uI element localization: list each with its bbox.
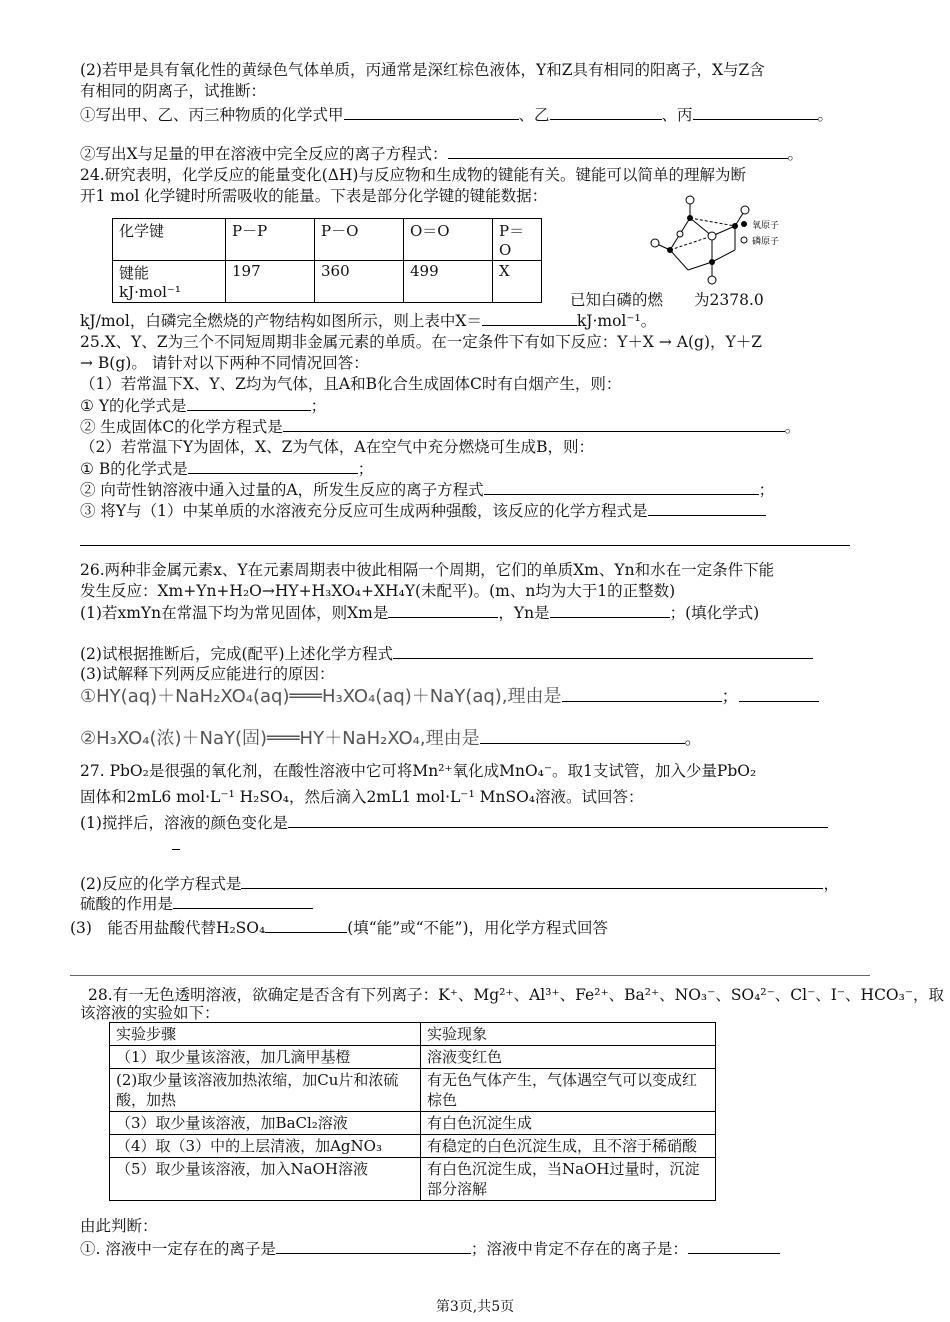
q25-line7-text: ① B的化学式是 bbox=[80, 460, 188, 478]
q25-line8-text: ② 向苛性钠溶液中通入过量的A，所发生反应的离子方程式 bbox=[80, 481, 484, 499]
answer-blank-absent-ions[interactable] bbox=[688, 1238, 780, 1254]
q26-line4-text: (2)试根据推断后，完成(配平)上述化学方程式 bbox=[80, 645, 394, 663]
legend-phosphorus-icon bbox=[741, 237, 747, 243]
phosphorus-atom bbox=[709, 259, 715, 265]
q27-line6-b: (填“能”或“不能”)，用化学方程式回答 bbox=[347, 919, 609, 937]
q23-line1: (2)若甲是具有氧化性的黄绿色气体单质，丙通常是深红棕色液体，Y和Z具有相同的阳离子，X与Z含 bbox=[80, 61, 765, 79]
table-header: P＝O bbox=[493, 219, 542, 261]
q25-line3: （1）若常温下X、Y、Z均为气体，且A和B化合生成固体C时有白烟产生，则： bbox=[80, 375, 622, 393]
table-cell: 197 bbox=[226, 261, 315, 303]
q23-line4 bbox=[80, 143, 803, 164]
answer-blank-present-ions[interactable] bbox=[276, 1238, 471, 1254]
q26-line7-b: 。 bbox=[684, 729, 702, 749]
q27-line4 bbox=[80, 873, 839, 894]
q27-line6-a: (3) 能否用盐酸代替H₂SO₄ bbox=[70, 919, 266, 937]
table-cell: （4）取（3）中的上层清液，加AgNO₃ bbox=[110, 1135, 421, 1158]
answer-blank-strong-acid-equation[interactable] bbox=[648, 500, 766, 516]
answer-blank-xm[interactable] bbox=[388, 602, 498, 618]
q25-line8 bbox=[80, 479, 774, 500]
table-cell: (2)取少量该溶液加热浓缩，加Cu片和浓硫酸，加热 bbox=[110, 1069, 421, 1112]
q25-line9-text: ③ 将Y与（1）中某单质的水溶液充分反应可生成两种强酸，该反应的化学方程式是 bbox=[80, 502, 648, 520]
q26-line3 bbox=[80, 602, 759, 623]
oxygen-atom bbox=[708, 232, 716, 240]
q26-line3-a: (1)若xmYn在常温下均为常见固体，则Xm是 bbox=[80, 604, 389, 622]
table-cell: （5）取少量该溶液，加入NaOH溶液 bbox=[110, 1158, 421, 1201]
answer-blank-sulfuric-role[interactable] bbox=[173, 893, 313, 909]
q26-line4 bbox=[80, 643, 813, 664]
q27-dash bbox=[172, 834, 180, 855]
table-cell: 499 bbox=[404, 261, 493, 303]
q25-line1: 25.X、Y、Z为三个不同短周期非金属元素的单质。在一定条件下有如下反应：Y＋X → A(g)，Y＋Z bbox=[80, 333, 763, 351]
q26-line3-b: ，Yn是 bbox=[498, 604, 550, 622]
answer-line-hcl-equation[interactable] bbox=[70, 975, 870, 976]
q28-line4-a: ①. 溶液中一定存在的离子是 bbox=[80, 1240, 276, 1258]
q25-line2: → B(g)。 请针对以下两种不同情况回答： bbox=[80, 354, 369, 372]
answer-blank-ionic-equation[interactable] bbox=[448, 143, 788, 159]
q26-line6-b: ； bbox=[721, 687, 739, 707]
q25-line6: （2）若常温下Y为固体，X、Z为气体，A在空气中充分燃烧可生成B，则： bbox=[80, 438, 594, 456]
q23-line4-b: 。 bbox=[787, 145, 804, 163]
row-label-line2: kJ·mol⁻¹ bbox=[119, 283, 181, 301]
answer-blank-yi[interactable] bbox=[550, 104, 662, 120]
answer-blank-jia[interactable] bbox=[344, 104, 519, 120]
answer-blank-balanced-equation[interactable] bbox=[393, 643, 813, 659]
oxygen-atom bbox=[686, 196, 694, 204]
answer-blank-x[interactable] bbox=[482, 310, 577, 326]
q25-line4-end: ； bbox=[310, 397, 327, 415]
q25-continuation-line[interactable] bbox=[80, 530, 850, 551]
row-label bbox=[113, 261, 226, 303]
q24-line3: 已知白磷的燃 为2378.0 bbox=[570, 291, 764, 309]
answer-blank-can-or-cannot[interactable] bbox=[265, 917, 347, 933]
table-cell: X bbox=[493, 261, 542, 303]
q24-line4-a: kJ/mol，白磷完全燃烧的产物结构如图所示，则上表中X＝ bbox=[80, 312, 482, 330]
answer-blank-continuation[interactable] bbox=[80, 530, 850, 546]
q26-line7 bbox=[80, 728, 702, 749]
q28-line4-b: ；溶液中肯定不存在的离子是： bbox=[470, 1240, 688, 1258]
legend-oxygen-icon bbox=[741, 221, 747, 227]
answer-blank-dash bbox=[172, 834, 180, 850]
q27-line6 bbox=[70, 917, 608, 938]
table-cell: （1）取少量该溶液，加几滴甲基橙 bbox=[110, 1046, 421, 1069]
q25-line4-text: ① Y的化学式是 bbox=[80, 397, 187, 415]
answer-blank-b-formula[interactable] bbox=[188, 458, 358, 474]
q25-line5 bbox=[80, 416, 800, 437]
q26-line3-c: ；(填化学式) bbox=[669, 604, 760, 622]
q26-line6-a: ①HY(aq)＋NaH₂XO₄(aq)═══H₃XO₄(aq)＋NaY(aq),理由是 bbox=[80, 686, 562, 707]
answer-blank-yn[interactable] bbox=[550, 602, 670, 618]
table-cell: 有稳定的白色沉淀生成，且不溶于稀硝酸 bbox=[421, 1135, 716, 1158]
table-row bbox=[110, 1046, 716, 1069]
q26-line5: (3)试解释下列两反应能进行的原因： bbox=[80, 665, 335, 683]
q23-line2: 有相同的阴离子，试推断： bbox=[80, 82, 267, 100]
answer-blank-reaction-equation[interactable] bbox=[241, 873, 823, 889]
table-cell: （3）取少量该溶液，加BaCl₂溶液 bbox=[110, 1112, 421, 1135]
q26-line6 bbox=[80, 686, 819, 707]
experiment-table bbox=[109, 1022, 716, 1201]
answer-blank-bing[interactable] bbox=[693, 104, 818, 120]
q26-line7-a: ②H₃XO₄(浓)＋NaY(固)═══HY＋NaH₂XO₄,理由是 bbox=[80, 728, 480, 749]
table-header: 实验步骤 bbox=[110, 1023, 421, 1046]
q24-line4-b: kJ·mol⁻¹。 bbox=[576, 312, 657, 330]
table-cell: 有白色沉淀生成 bbox=[421, 1112, 716, 1135]
answer-blank-reason-1[interactable] bbox=[562, 686, 722, 702]
q23-line3-a: ①写出甲、乙、丙三种物质的化学式甲 bbox=[80, 106, 344, 124]
q27-line4-text: (2)反应的化学方程式是 bbox=[80, 875, 242, 893]
q24-line4 bbox=[80, 310, 656, 331]
q23-line4-a: ②写出X与足量的甲在溶液中完全反应的离子方程式： bbox=[80, 145, 448, 163]
oxygen-atom bbox=[708, 276, 716, 284]
answer-blank-reason-2[interactable] bbox=[480, 728, 685, 744]
q25-line5-text: ② 生成固体C的化学方程式是 bbox=[80, 418, 283, 436]
table-row bbox=[110, 1069, 716, 1112]
bond-energy-table bbox=[112, 218, 542, 303]
phosphorus-atom bbox=[687, 215, 693, 221]
q25-line5-end: 。 bbox=[784, 418, 801, 436]
legend-oxygen-label: 氧原子 bbox=[752, 221, 780, 231]
row-label-line1: 键能 bbox=[119, 264, 150, 282]
table-header: O＝O bbox=[404, 219, 493, 261]
table-row bbox=[110, 1135, 716, 1158]
q28-line3: 由此判断： bbox=[80, 1217, 158, 1235]
page-footer: 第3页,共5页 bbox=[435, 1299, 515, 1315]
answer-blank-naoh-ionic-equation[interactable] bbox=[484, 479, 759, 495]
q26-line1: 26.两种非金属元素x、Y在元素周期表中彼此相隔一个周期，它们的单质Xm、Yn和水在一定条件下能 bbox=[80, 561, 775, 579]
table-cell: 溶液变红色 bbox=[421, 1046, 716, 1069]
q23-line3-c: 、丙 bbox=[661, 106, 693, 124]
q23-line3-d: 。 bbox=[817, 106, 834, 124]
q28-line4 bbox=[80, 1238, 780, 1259]
answer-blank-reason-1-cont[interactable] bbox=[739, 686, 819, 702]
answer-blank-y-formula[interactable] bbox=[187, 395, 311, 411]
q25-line4 bbox=[80, 395, 326, 416]
table-cell: 有无色气体产生，气体遇空气可以变成红棕色 bbox=[421, 1069, 716, 1112]
q27-line5 bbox=[80, 893, 313, 914]
q27-line4-end: ， bbox=[823, 875, 839, 893]
table-header: 实验现象 bbox=[421, 1023, 716, 1046]
q25-line7-end: ； bbox=[357, 460, 374, 478]
oxygen-atom bbox=[741, 206, 749, 214]
table-row bbox=[110, 1112, 716, 1135]
q27-line5-text: 硫酸的作用是 bbox=[80, 895, 174, 913]
q25-line9 bbox=[80, 500, 766, 521]
q25-line8-end: ； bbox=[758, 481, 775, 499]
q23-line3-b: 、乙 bbox=[518, 106, 550, 124]
q27-line3 bbox=[80, 812, 828, 833]
q25-line7 bbox=[80, 458, 373, 479]
oxygen-atom bbox=[677, 231, 683, 237]
q24-line1: 24.研究表明，化学反应的能量变化(ΔH)与反应物和生成物的键能有关。键能可以简单的理解为断 bbox=[80, 166, 746, 184]
q23-line3 bbox=[80, 104, 833, 125]
legend-phosphorus-label: 磷原子 bbox=[752, 237, 780, 247]
phosphorus-atom bbox=[667, 247, 673, 253]
q24-line2: 开1 mol 化学键时所需吸收的能量。下表是部分化学键的键能数据： bbox=[80, 187, 548, 205]
phosphorus-atom bbox=[732, 223, 738, 229]
q26-line2: 发生反应：Xm+Yn+H₂O→HY+H₃XO₄+XH₄Y(未配平)。(m、n均为大于1的正整数) bbox=[80, 582, 676, 600]
answer-blank-solid-c-equation[interactable] bbox=[283, 416, 785, 432]
table-row bbox=[110, 1158, 716, 1201]
q27-line1: 27. PbO₂是很强的氧化剂，在酸性溶液中它可将Mn²⁺氧化成MnO₄⁻。取1支试管，加入少量PbO₂ bbox=[80, 762, 757, 780]
table-header: P－P bbox=[226, 219, 315, 261]
answer-blank-color-change[interactable] bbox=[288, 812, 828, 828]
oxygen-atom bbox=[651, 239, 659, 247]
q28-line2: 该溶液的实验如下： bbox=[80, 1004, 220, 1022]
p4o10-structure-diagram bbox=[640, 188, 800, 293]
table-header: P－O bbox=[315, 219, 404, 261]
table-header: 化学键 bbox=[113, 219, 226, 261]
q27-line2: 固体和2mL6 mol·L⁻¹ H₂SO₄，然后滴入2mL1 mol·L⁻¹ MnSO₄溶液。试回答： bbox=[80, 788, 644, 806]
table-cell: 有白色沉淀生成，当NaOH过量时，沉淀部分溶解 bbox=[421, 1158, 716, 1201]
table-cell: 360 bbox=[315, 261, 404, 303]
q28-line1: 28.有一无色透明溶液，欲确定是否含有下列离子：K⁺、Mg²⁺、Al³⁺、Fe²⁺、Ba²⁺、NO₃⁻、SO₄²⁻、Cl⁻、I⁻、HCO₃⁻，取 bbox=[88, 986, 945, 1004]
q27-line3-text: (1)搅拌后，溶液的颜色变化是 bbox=[80, 814, 288, 832]
